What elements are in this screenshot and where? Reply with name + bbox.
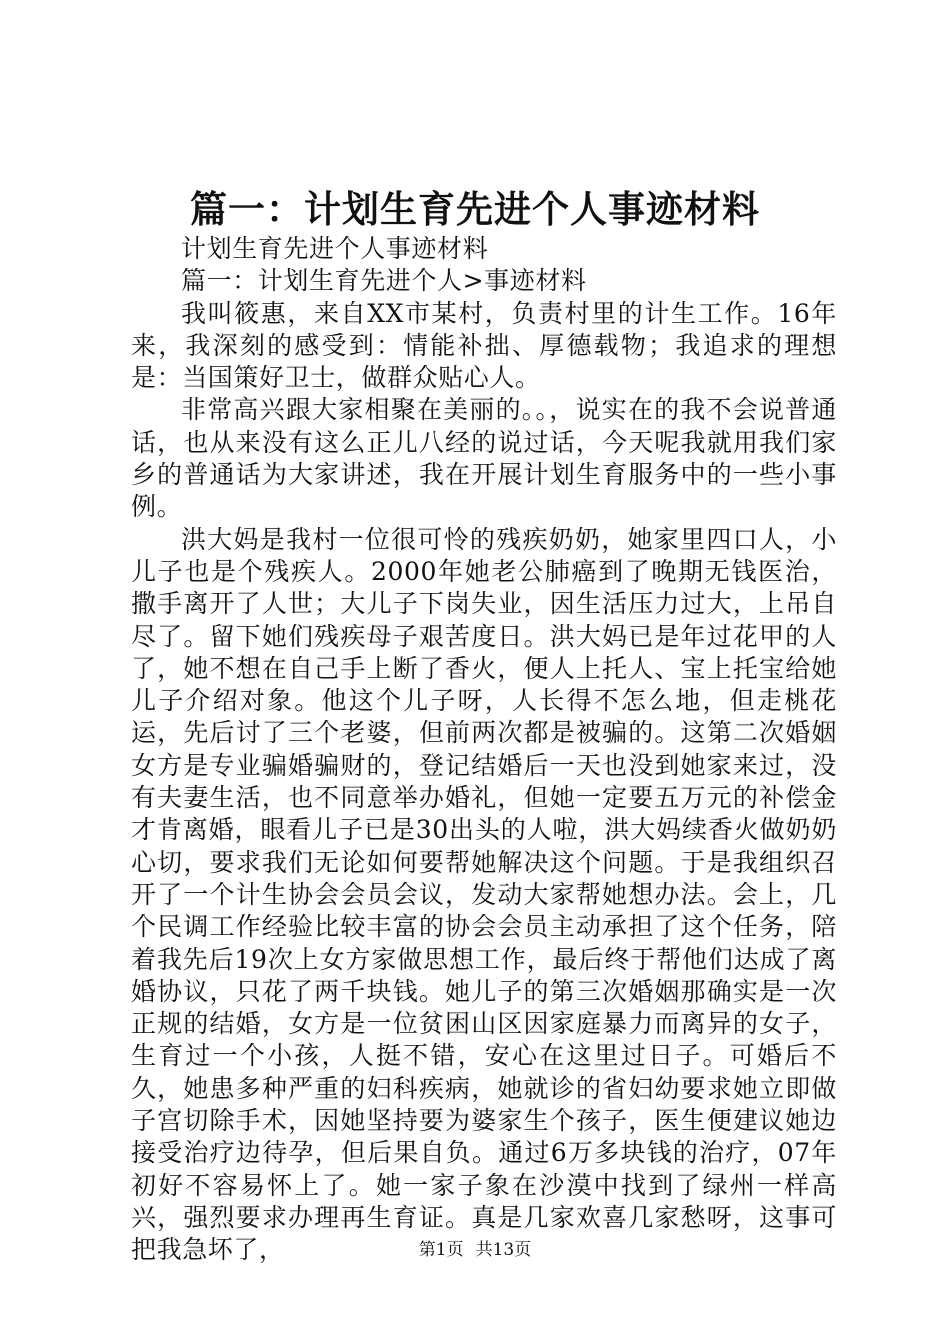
paragraph-introduction: 我叫筱惠，来自XX市某村，负责村里的计生工作。16年来，我深刻的感受到：情能补拙、厚德载物；我追求的理想是：当国策好卫士，做群众贴心人。 — [131, 298, 837, 393]
document-body — [131, 233, 837, 1267]
document-title: 篇一：计划生育先进个人事迹材料 — [190, 187, 760, 231]
page-total: 共13页 — [475, 1240, 532, 1260]
paragraph-greeting: 非常高兴跟大家相聚在美丽的。。，说实在的我不会说普通话，也从来没有这么正儿八经的说过话，今天呢我就用我们家乡的普通话为大家讲述，我在开展计划生育服务中的一些小事例。 — [131, 395, 837, 522]
page-number: 第1页 — [418, 1240, 464, 1260]
paragraph-section-heading: 篇一：计划生育先进个人>事迹材料 — [181, 266, 587, 296]
page-footer — [0, 1239, 950, 1261]
paragraph-story: 洪大妈是我村一位很可怜的残疾奶奶，她家里四口人，小儿子也是个残疾人。2000年她老公肺癌到了晚期无钱医治，撒手离开了人世；大儿子下岗失业，因生活压力过大，上吊自尽了。留下她们残疾母子艰苦度日。洪大妈已是年过花甲的人了，她不想在自己手上断了香火，便人上托人、宝上托宝给她儿子介绍对象。他这个儿子呀，人长得不怎么地，但走桃花运，先后讨了三个老婆，但前两次都是被骗的。这第二次婚姻女方是专业骗婚骗财的，登记结婚后一天也没到她家来过，没有夫妻生活，也不同意举办婚礼，但她一定要五万元的补偿金才肯离婚，眼看儿子已是30出头的人啦，洪大妈续香火做奶奶心切，要求我们无论如何要帮她解决这个问题。于是我组织召开了一个计生协会会员会议，发动大家帮她想办法。会上，几个民调工作经验比较丰富的协会会员主动承担了这个任务，陪着我先后19次上女方家做思想工作，最后终于帮他们达成了离婚协议，只花了两千块钱。她儿子的第三次婚姻那确实是一次正规的结婚，女方是一位贫困山区因家庭暴力而离异的女子，生育过一个小孩，人挺不错，安心在这里过日子。可婚后不久，她患多种严重的妇科疾病，她就诊的省妇幼要求她立即做子宫切除手术，因她坚持要为婆家生个孩子，医生便建议她边接受治疗边待孕，但后果自负。通过6万多块钱的治疗，07年初好不容易怀上了。她一家子象在沙漠中找到了绿州一样高兴，强烈要求办理再生育证。真是几家欢喜几家愁呀，这事可把我急坏了， — [131, 524, 837, 1265]
paragraph-subtitle: 计划生育先进个人事迹材料 — [181, 234, 489, 263]
